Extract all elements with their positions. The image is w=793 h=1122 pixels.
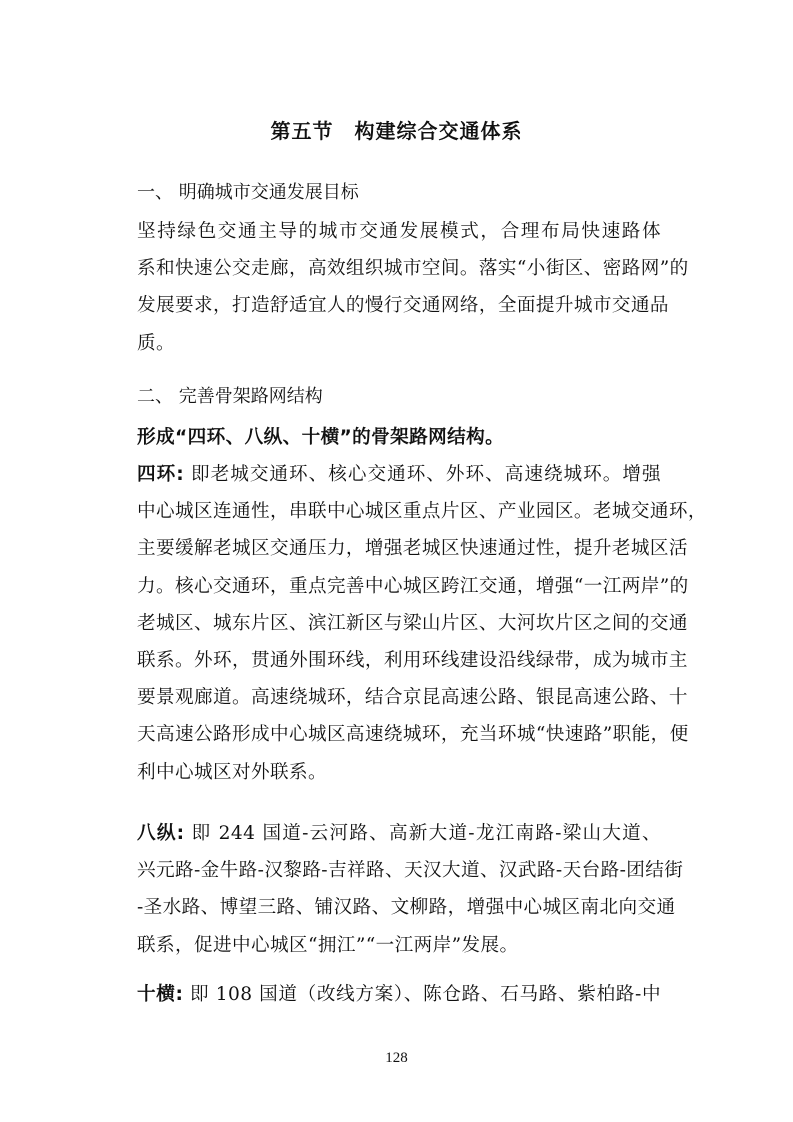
paragraph-line: 要景观廊道。高速绕城环，结合京昆高速公路、银昆高速公路、十 — [137, 687, 688, 709]
item-label: 十横: — [137, 984, 184, 1005]
paragraph-line: 力。核心交通环，重点完善中心城区跨江交通，增强“一江两岸”的 — [137, 575, 689, 597]
paragraph-lead — [137, 419, 661, 456]
paragraph-line: 中心城区连通性，串联中心城区重点片区、产业园区。老城交通环， — [137, 501, 707, 523]
section-title: 第五节 构建综合交通体系 — [270, 119, 523, 143]
item-label: 八纵: — [137, 823, 185, 844]
paragraph-line: -圣水路、博望三路、铺汉路、文柳路，增强中心城区南北向交通 — [137, 897, 676, 919]
paragraph-line: 主要缓解老城区交通压力，增强老城区快速通过性，提升老城区活 — [137, 538, 688, 560]
paragraph-eight-verticals — [137, 815, 684, 964]
paragraph-line — [137, 456, 661, 493]
paragraph-text: 即老城交通环、核心交通环、外环、高速绕城环。增强 — [184, 464, 661, 485]
paragraph-line — [137, 976, 661, 1013]
paragraph-line: 天高速公路形成中心城区高速绕城环，充当环城“快速路”职能，便 — [137, 724, 689, 746]
paragraph-line: 质。 — [137, 332, 175, 354]
paragraph-four-rings — [137, 456, 707, 791]
paragraph-line: 联系。外环，贯通外围环线，利用环线建设沿线绿带，成为城市主 — [137, 649, 688, 671]
paragraph-text: 即 108 国道（改线方案）、陈仓路、石马路、紫柏路-中 — [183, 984, 661, 1005]
paragraph-line: 利中心城区对外联系。 — [137, 761, 327, 783]
paragraph-line: 联系，促进中心城区“拥江”“一江两岸”发展。 — [137, 934, 519, 956]
paragraph-line: 系和快速公交走廊，高效组织城市空间。落实“小街区、密路网”的 — [137, 258, 689, 280]
lead-sentence: 形成“四环、八纵、十横”的骨架路网结构。 — [137, 427, 505, 448]
paragraph-line: 发展要求，打造舒适宜人的慢行交通网络，全面提升城市交通品 — [137, 295, 669, 317]
paragraph-line: 兴元路-金牛路-汉黎路-吉祥路、天汉大道、汉武路-天台路-团结街 — [137, 860, 684, 882]
paragraph-line: 坚持绿色交通主导的城市交通发展模式，合理布局快速路体 — [137, 221, 661, 242]
subheading-2: 二、 完善骨架路网结构 — [137, 386, 323, 407]
paragraph-line: 老城区、城东片区、滨江新区与梁山片区、大河坎片区之间的交通 — [137, 612, 688, 634]
paragraph-text: 即 244 国道-云河路、高新大道-龙江南路-梁山大道、 — [184, 823, 661, 844]
paragraph-line — [137, 815, 661, 852]
page-number: 128 — [385, 1050, 408, 1066]
paragraph-goal — [137, 213, 689, 362]
item-label: 四环: — [137, 464, 185, 485]
subheading-1: 一、 明确城市交通发展目标 — [137, 182, 359, 203]
paragraph-ten-horizontals — [137, 976, 661, 1013]
